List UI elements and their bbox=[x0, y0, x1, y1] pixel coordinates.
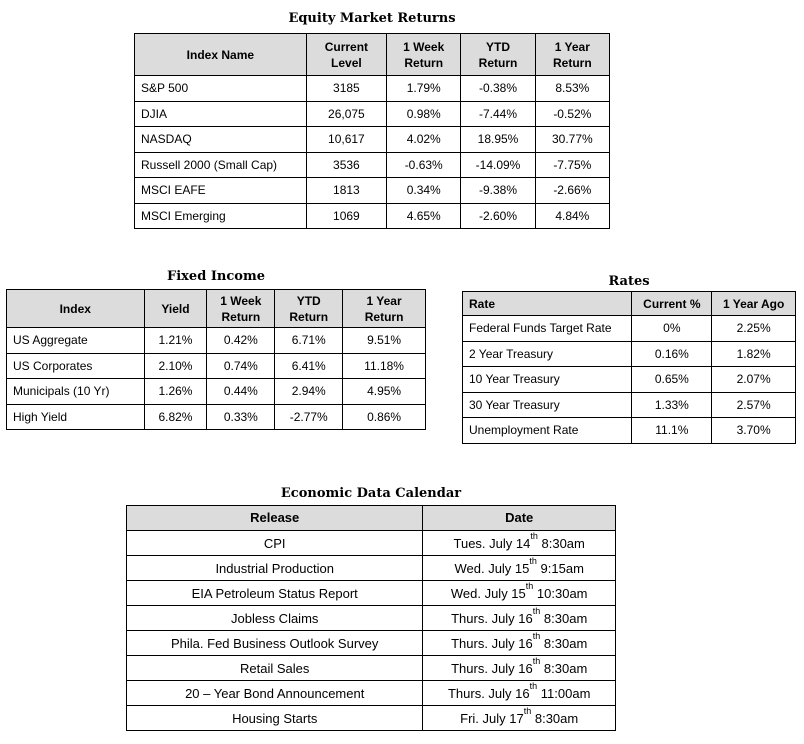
fixed-income-value: 2.10% bbox=[144, 353, 207, 379]
rates-table bbox=[462, 291, 796, 444]
equity-header: YTD Return bbox=[461, 34, 535, 76]
calendar-date bbox=[423, 706, 616, 731]
calendar-row bbox=[127, 681, 616, 706]
rates-row bbox=[463, 418, 796, 444]
fixed-income-header: YTD Return bbox=[275, 290, 343, 328]
calendar-release: Phila. Fed Business Outlook Survey bbox=[127, 631, 423, 656]
fixed-income-value: -2.77% bbox=[275, 404, 343, 430]
equity-row bbox=[135, 127, 610, 153]
equity-value: 1813 bbox=[306, 178, 386, 204]
equity-value: 0.98% bbox=[387, 101, 461, 127]
equity-value: 4.02% bbox=[387, 127, 461, 153]
equity-row bbox=[135, 152, 610, 178]
fixed-income-index-name: Municipals (10 Yr) bbox=[7, 379, 145, 405]
fixed-income-row bbox=[7, 353, 426, 379]
fixed-income-value: 0.33% bbox=[207, 404, 275, 430]
equity-index-name: DJIA bbox=[135, 101, 307, 127]
fixed-income-table bbox=[6, 289, 426, 430]
fixed-income-value: 6.41% bbox=[275, 353, 343, 379]
rates-value: 0% bbox=[632, 316, 712, 342]
calendar-day-suffix: th bbox=[532, 655, 541, 666]
fixed-income-value: 6.82% bbox=[144, 404, 207, 430]
equity-value: 1069 bbox=[306, 203, 386, 229]
fixed-income-row bbox=[7, 404, 426, 430]
rates-value: 2.07% bbox=[712, 367, 796, 393]
fixed-income-header: 1 Year Return bbox=[343, 290, 426, 328]
equity-value: -0.63% bbox=[387, 152, 461, 178]
rates-row bbox=[463, 341, 796, 367]
calendar-title: Economic Data Calendar bbox=[280, 486, 462, 501]
calendar-header: Date bbox=[423, 506, 616, 531]
calendar-date bbox=[423, 581, 616, 606]
equity-value: -2.60% bbox=[461, 203, 535, 229]
fixed-income-value: 9.51% bbox=[343, 328, 426, 354]
equity-value: -0.52% bbox=[535, 101, 609, 127]
calendar-day: Wed. July 15 bbox=[454, 560, 530, 576]
fixed-income-header: Index bbox=[7, 290, 145, 328]
calendar-date bbox=[423, 681, 616, 706]
rates-value: 0.65% bbox=[632, 367, 712, 393]
rates-header: 1 Year Ago bbox=[712, 292, 796, 316]
calendar-header: Release bbox=[127, 506, 423, 531]
calendar-day: Thurs. July 16 bbox=[451, 660, 533, 676]
calendar-release: Retail Sales bbox=[127, 656, 423, 681]
equity-row bbox=[135, 178, 610, 204]
rates-title: Rates bbox=[608, 274, 650, 289]
calendar-day: Thurs. July 16 bbox=[451, 610, 533, 626]
rates-header: Current % bbox=[632, 292, 712, 316]
calendar-day: Thurs. July 16 bbox=[447, 685, 530, 701]
equity-value: -9.38% bbox=[461, 178, 535, 204]
equity-header: 1 Year Return bbox=[535, 34, 609, 76]
fixed-income-index-name: High Yield bbox=[7, 404, 145, 430]
rates-row bbox=[463, 392, 796, 418]
calendar-time: 11:00am bbox=[540, 685, 591, 701]
calendar-time: 8:30am bbox=[543, 660, 588, 676]
calendar-release: EIA Petroleum Status Report bbox=[127, 581, 423, 606]
equity-value: 8.53% bbox=[535, 76, 609, 102]
calendar-time: 10:30am bbox=[536, 585, 588, 601]
fixed-income-value: 1.26% bbox=[144, 379, 207, 405]
calendar-day-suffix: th bbox=[523, 705, 532, 716]
rates-value: 1.82% bbox=[712, 341, 796, 367]
calendar-date bbox=[423, 631, 616, 656]
fixed-income-row bbox=[7, 379, 426, 405]
calendar-release: 20 – Year Bond Announcement bbox=[127, 681, 423, 706]
rates-row bbox=[463, 367, 796, 393]
rates-name: Federal Funds Target Rate bbox=[463, 316, 632, 342]
rates-name: 2 Year Treasury bbox=[463, 341, 632, 367]
calendar-date bbox=[423, 606, 616, 631]
fixed-income-index-name: US Corporates bbox=[7, 353, 145, 379]
calendar-row bbox=[127, 556, 616, 581]
rates-value: 2.25% bbox=[712, 316, 796, 342]
fixed-income-value: 0.86% bbox=[343, 404, 426, 430]
calendar-date bbox=[423, 556, 616, 581]
fixed-income-value: 11.18% bbox=[343, 353, 426, 379]
rates-value: 1.33% bbox=[632, 392, 712, 418]
calendar-time: 9:15am bbox=[540, 560, 584, 576]
equity-index-name: S&P 500 bbox=[135, 76, 307, 102]
equity-value: 30.77% bbox=[535, 127, 609, 153]
fixed-income-value: 4.95% bbox=[343, 379, 426, 405]
fixed-income-row bbox=[7, 328, 426, 354]
equity-index-name: NASDAQ bbox=[135, 127, 307, 153]
equity-value: 3536 bbox=[306, 152, 386, 178]
rates-value: 2.57% bbox=[712, 392, 796, 418]
calendar-time: 8:30am bbox=[534, 710, 579, 726]
calendar-date bbox=[423, 656, 616, 681]
calendar-day-suffix: th bbox=[529, 555, 537, 566]
equity-row bbox=[135, 101, 610, 127]
calendar-day-suffix: th bbox=[525, 580, 534, 591]
calendar-row bbox=[127, 581, 616, 606]
calendar-row bbox=[127, 606, 616, 631]
calendar-row bbox=[127, 706, 616, 731]
equity-value: 4.65% bbox=[387, 203, 461, 229]
equity-value: 26,075 bbox=[306, 101, 386, 127]
rates-value: 11.1% bbox=[632, 418, 712, 444]
rates-value: 3.70% bbox=[712, 418, 796, 444]
equity-value: 0.34% bbox=[387, 178, 461, 204]
calendar-day: Thurs. July 16 bbox=[451, 635, 533, 651]
fixed-income-value: 0.42% bbox=[207, 328, 275, 354]
calendar-release: Housing Starts bbox=[127, 706, 423, 731]
calendar-day-suffix: th bbox=[532, 605, 541, 616]
fixed-income-value: 0.44% bbox=[207, 379, 275, 405]
rates-header: Rate bbox=[463, 292, 632, 316]
equity-header: Current Level bbox=[306, 34, 386, 76]
fixed-income-value: 0.74% bbox=[207, 353, 275, 379]
equity-row bbox=[135, 76, 610, 102]
equity-value: -7.44% bbox=[461, 101, 535, 127]
calendar-day-suffix: th bbox=[529, 680, 538, 691]
equity-index-name: MSCI EAFE bbox=[135, 178, 307, 204]
calendar-release: Jobless Claims bbox=[127, 606, 423, 631]
calendar-day: Tues. July 14 bbox=[453, 535, 531, 551]
equity-row bbox=[135, 203, 610, 229]
calendar-release: Industrial Production bbox=[127, 556, 423, 581]
calendar-time: 8:30am bbox=[541, 535, 585, 551]
equity-value: 10,617 bbox=[306, 127, 386, 153]
equity-title: Equity Market Returns bbox=[288, 11, 456, 26]
fixed-income-value: 2.94% bbox=[275, 379, 343, 405]
rates-value: 0.16% bbox=[632, 341, 712, 367]
calendar-day: Fri. July 17 bbox=[460, 710, 524, 726]
calendar-table bbox=[126, 505, 616, 731]
calendar-release: CPI bbox=[127, 531, 423, 556]
calendar-date bbox=[423, 531, 616, 556]
calendar-day: Wed. July 15 bbox=[450, 585, 526, 601]
fixed-income-index-name: US Aggregate bbox=[7, 328, 145, 354]
calendar-day-suffix: th bbox=[530, 530, 538, 541]
fixed-income-header: Yield bbox=[144, 290, 207, 328]
rates-row bbox=[463, 316, 796, 342]
equity-table bbox=[134, 33, 610, 229]
calendar-row bbox=[127, 531, 616, 556]
calendar-row bbox=[127, 656, 616, 681]
equity-value: 18.95% bbox=[461, 127, 535, 153]
equity-index-name: Russell 2000 (Small Cap) bbox=[135, 152, 307, 178]
calendar-row bbox=[127, 631, 616, 656]
equity-value: -2.66% bbox=[535, 178, 609, 204]
fixed-income-value: 1.21% bbox=[144, 328, 207, 354]
equity-value: -7.75% bbox=[535, 152, 609, 178]
fixed-income-header: 1 Week Return bbox=[207, 290, 275, 328]
fixed-income-value: 6.71% bbox=[275, 328, 343, 354]
calendar-time: 8:30am bbox=[543, 610, 588, 626]
equity-value: 1.79% bbox=[387, 76, 461, 102]
calendar-day-suffix: th bbox=[532, 630, 541, 641]
equity-value: -0.38% bbox=[461, 76, 535, 102]
equity-value: 3185 bbox=[306, 76, 386, 102]
rates-name: 10 Year Treasury bbox=[463, 367, 632, 393]
equity-index-name: MSCI Emerging bbox=[135, 203, 307, 229]
rates-name: Unemployment Rate bbox=[463, 418, 632, 444]
equity-header: Index Name bbox=[135, 34, 307, 76]
rates-name: 30 Year Treasury bbox=[463, 392, 632, 418]
equity-value: -14.09% bbox=[461, 152, 535, 178]
calendar-time: 8:30am bbox=[543, 635, 588, 651]
equity-value: 4.84% bbox=[535, 203, 609, 229]
equity-header: 1 Week Return bbox=[387, 34, 461, 76]
fixed-income-title: Fixed Income bbox=[167, 269, 265, 284]
